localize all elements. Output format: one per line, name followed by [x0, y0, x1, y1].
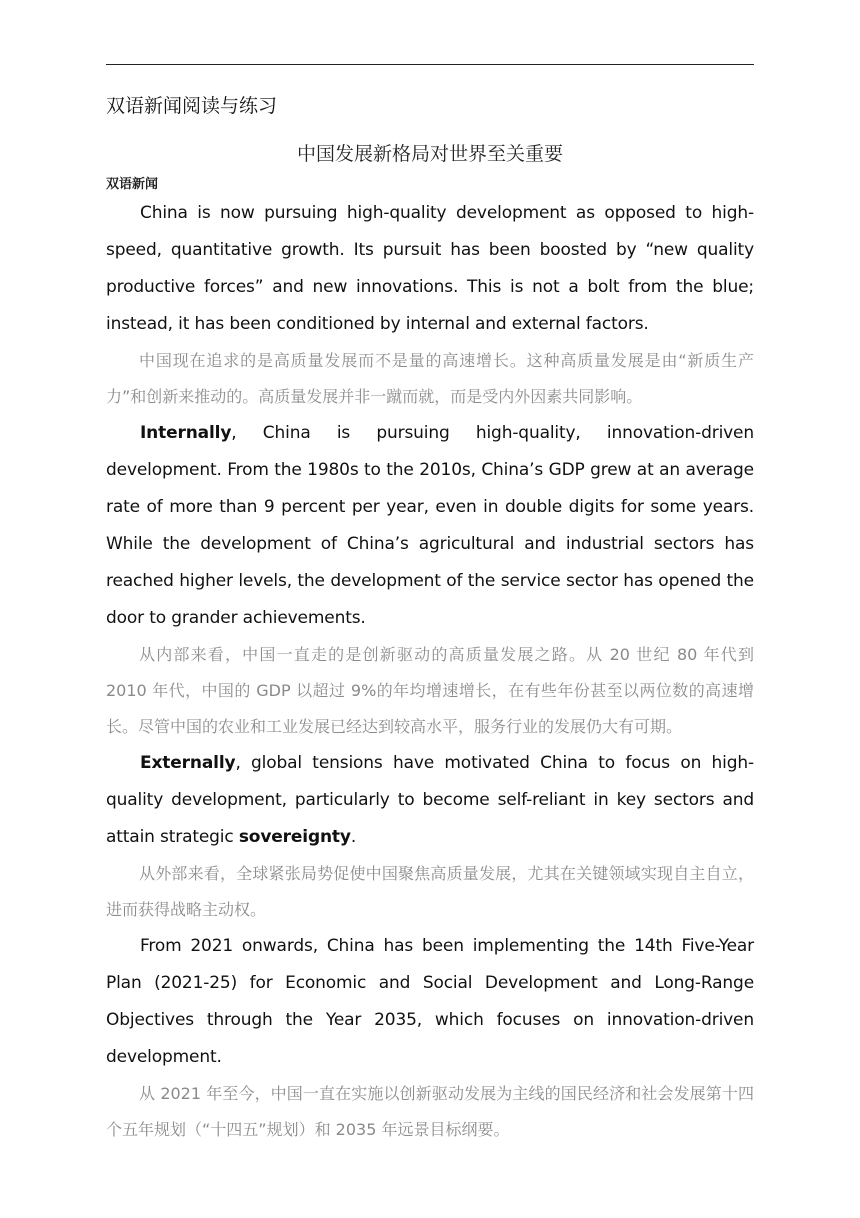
keyword-internally: Internally: [140, 423, 232, 443]
paragraph-2-english-text: , China is pursuing high-quality, innovation-driven development. From the 1980s to the 2010s, China’s GDP grew at an average rate of more than 9 percent per year, even in double digits for some years. While the development of China’s agricultural and industrial sectors has reached higher levels, the development of the service sector has opened the door to grander achievements.: [106, 423, 754, 628]
section-label: 双语新闻: [106, 177, 159, 192]
paragraph-2-chinese: 从内部来看，中国一直走的是创新驱动的高质量发展之路。从 20 世纪 80 年代到 2010 年代，中国的 GDP 以超过 9%的年均增速增长，在有些年份甚至以两位数的高速增长。尽管中国的农业和工业发展已经达到较高水平，服务行业的发展仍大有可期。: [106, 645, 754, 736]
document-page: [106, 64, 754, 1148]
paragraph-1-english: China is now pursuing high-quality development as opposed to high-speed, quantitative growth. Its pursuit has been boosted by “new quality productive forces” and new innovations. This is not a bolt from the blue; instead, it has been conditioned by internal and external factors.: [106, 203, 754, 334]
paragraph-2-english: [106, 415, 754, 637]
document-header-title: 双语新闻阅读与练习: [106, 95, 278, 117]
paragraph-3-chinese: 从外部来看，全球紧张局势促使中国聚焦高质量发展，尤其在关键领域实现自主自立，进而获得战略主动权。: [106, 864, 754, 919]
paragraph-4-english: From 2021 onwards, China has been implementing the 14th Five-Year Plan (2021-25) for Economic and Social Development and Long-Range Objectives through the Year 2035, which focuses on innovation-driven development.: [106, 936, 754, 1067]
paragraph-3-english: [106, 745, 754, 856]
paragraph-1-chinese: 中国现在追求的是高质量发展而不是量的高速增长。这种高质量发展是由“新质生产力”和创新来推动的。高质量发展并非一蹴而就，而是受内外因素共同影响。: [106, 351, 754, 406]
article-title: 中国发展新格局对世界至关重要: [296, 143, 563, 165]
header-rule: [106, 64, 754, 65]
paragraph-3-english-end: .: [350, 827, 357, 847]
paragraph-4-chinese: 从 2021 年至今，中国一直在实施以创新驱动发展为主线的国民经济和社会发展第十四个五年规划（“十四五”规划）和 2035 年远景目标纲要。: [106, 1084, 754, 1139]
keyword-sovereignty: sovereignty: [238, 827, 351, 847]
paragraph-3-english-text: , global tensions have motivated China to focus on high-quality development, particularly to become self-reliant in key sectors and attain strategic: [106, 753, 754, 847]
keyword-externally: Externally: [140, 753, 236, 773]
